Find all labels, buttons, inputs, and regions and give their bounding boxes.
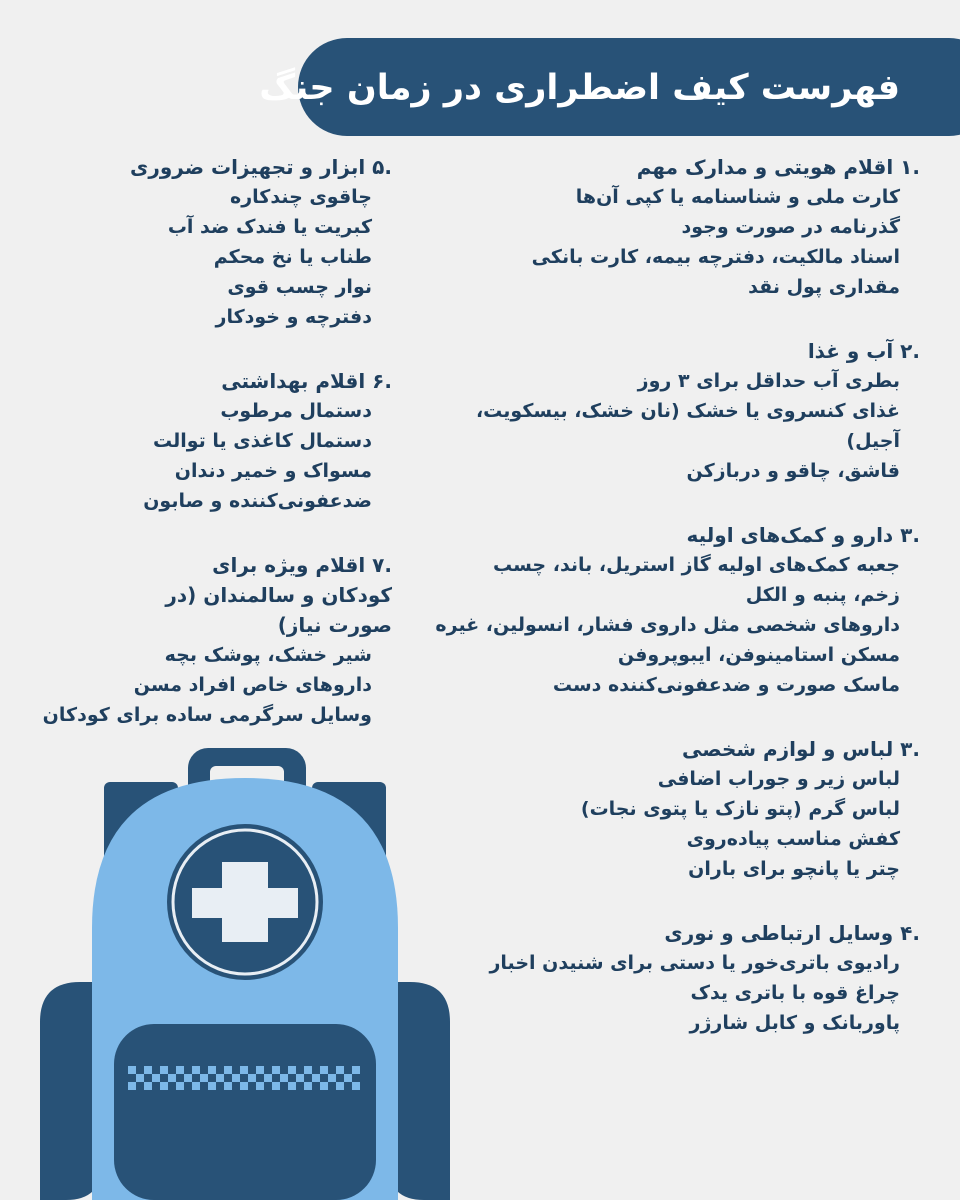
list-item: وسایل سرگرمی ساده برای کودکان	[42, 704, 372, 726]
section-clothing	[420, 734, 920, 884]
page-title: فهرست کیف اضطراری در زمان جنگ	[259, 68, 900, 108]
list-item: شیر خشک، پوشک بچه	[164, 644, 372, 666]
list-item: لباس زیر و جوراب اضافی	[657, 768, 900, 790]
list-item: ماسک صورت و ضدعفونی‌کننده دست	[552, 674, 900, 696]
list-item: مسکن استامینوفن، ایبوپروفن	[617, 644, 900, 666]
section-title: .۷ اقلام ویژه برای کودکان و سالمندان (در صورت نیاز)	[165, 553, 392, 637]
list-item: گذرنامه در صورت وجود	[681, 216, 900, 238]
list-item: رادیوی باتری‌خور یا دستی برای شنیدن اخبار	[489, 952, 900, 974]
section-communication-light	[420, 918, 920, 1038]
list-item: بطری آب حداقل برای ۳ روز	[637, 370, 900, 392]
list-item: طناب یا نخ محکم	[213, 246, 372, 268]
left-column	[32, 152, 392, 764]
list-item: چراغ قوه با باتری یدک	[690, 982, 900, 1004]
section-water-food	[420, 336, 920, 486]
list-item: داروهای شخصی مثل داروی فشار، انسولین، غیره	[435, 614, 900, 636]
section-hygiene	[32, 366, 392, 516]
section-title: .۱ اقلام هویتی و مدارک مهم	[636, 155, 920, 179]
list-item: کارت ملی و شناسنامه یا کپی آن‌ها	[575, 186, 900, 208]
right-column	[420, 152, 920, 1072]
list-item: اسناد مالکیت، دفترچه بیمه، کارت بانکی	[531, 246, 900, 268]
list-item: لباس گرم (پتو نازک یا پتوی نجات)	[580, 798, 900, 820]
section-title: .۳ دارو و کمک‌های اولیه	[686, 523, 920, 547]
backpack-zipper	[128, 1066, 362, 1090]
cross-icon-bar	[192, 888, 298, 918]
list-item: نوار چسب قوی	[227, 276, 372, 298]
backpack-front-pocket	[114, 1024, 376, 1200]
list-item: دفترچه و خودکار	[215, 306, 372, 328]
list-item: کبریت یا فندک ضد آب	[167, 216, 372, 238]
list-item: جعبه کمک‌های اولیه گاز استریل، باند، چسب زخم، پنبه و الکل	[492, 554, 900, 606]
section-tools	[32, 152, 392, 332]
section-medicine-first-aid	[420, 520, 920, 700]
list-item: چاقوی چندکاره	[230, 186, 372, 208]
section-children-elderly	[32, 550, 392, 730]
backpack-first-aid-icon	[40, 748, 450, 1200]
list-item: مسواک و خمیر دندان	[174, 460, 372, 482]
list-item: ضدعفونی‌کننده و صابون	[143, 490, 372, 512]
list-item: چتر یا پانچو برای باران	[688, 858, 900, 880]
section-title: .۶ اقلام بهداشتی	[221, 369, 392, 393]
list-item: پاوربانک و کابل شارژر	[689, 1012, 900, 1034]
list-item: دستمال کاغذی یا توالت	[152, 430, 372, 452]
section-title: .۲ آب و غذا	[807, 339, 920, 363]
list-item: داروهای خاص افراد مسن	[133, 674, 372, 696]
list-item: قاشق، چاقو و دربازکن	[686, 460, 900, 482]
section-title: .۳ لباس و لوازم شخصی	[682, 737, 920, 761]
list-item: دستمال مرطوب	[220, 400, 372, 422]
list-item: مقداری پول نقد	[748, 276, 900, 298]
list-item: کفش مناسب پیاده‌روی	[686, 828, 900, 850]
section-title: .۴ وسایل ارتباطی و نوری	[664, 921, 920, 945]
list-item: غذای کنسروی یا خشک (نان خشک، بیسکویت، آجیل)	[475, 400, 900, 452]
section-identity-documents	[420, 152, 920, 302]
section-title: .۵ ابزار و تجهیزات ضروری	[129, 155, 392, 179]
